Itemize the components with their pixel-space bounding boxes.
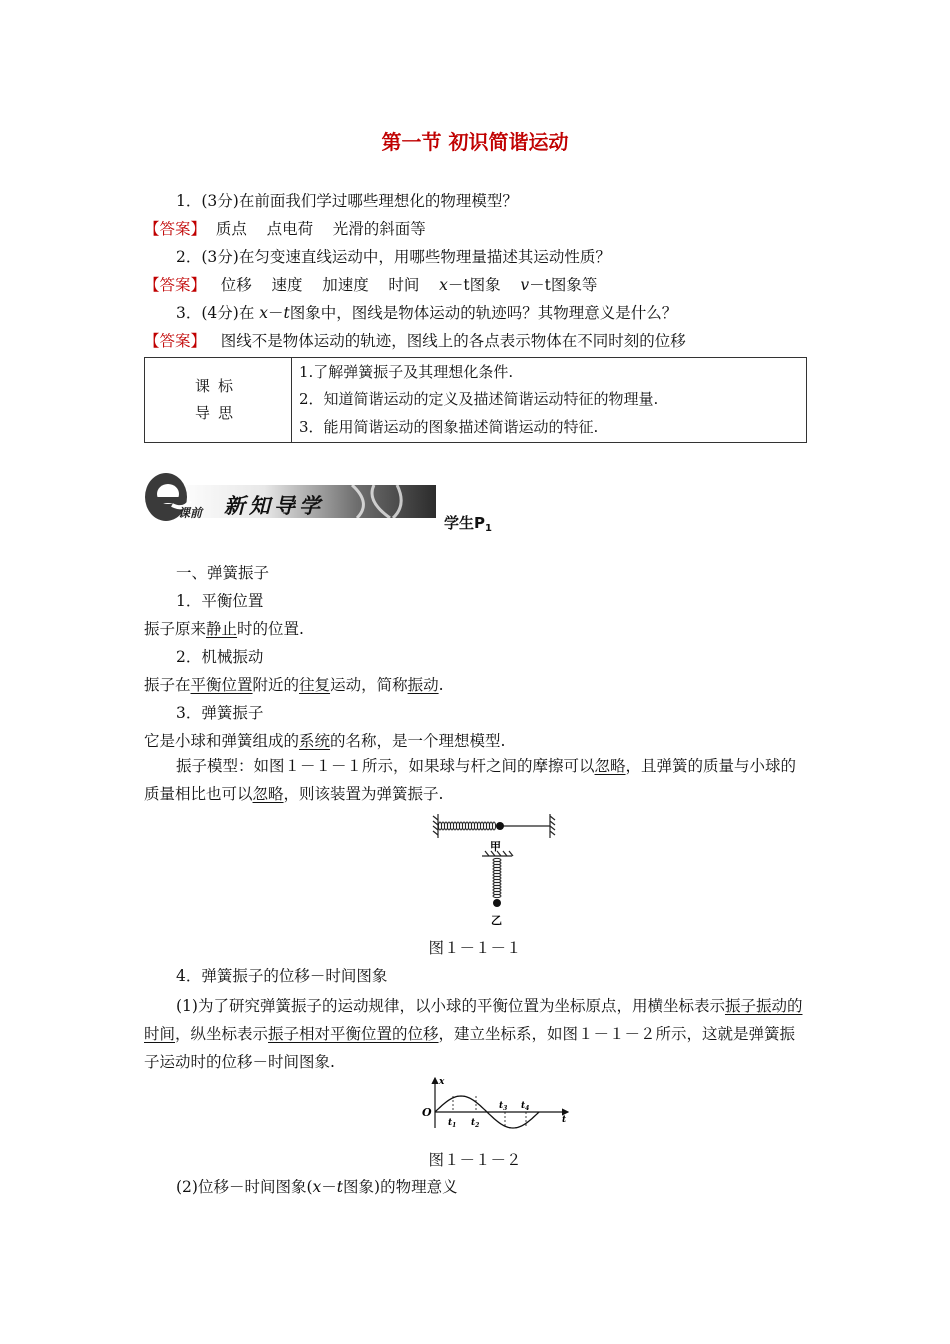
figure-caption: 图１－１－１	[428, 939, 522, 957]
t2-label: $t_2$	[471, 1118, 480, 1129]
paragraph: 振子模型：如图１－１－１所示，如果球与杆之间的摩擦可以忽略，且弹簧的质量与小球的质量相比也可以忽略，则该装置为弹簧振子.	[144, 757, 797, 803]
label-b: 乙	[491, 914, 502, 927]
answer-label: 【答案】	[144, 220, 207, 238]
paragraph: 振子原来静止时的位置.	[144, 620, 304, 638]
student-page-ref: 学生$P_1$	[444, 514, 492, 534]
t4-label: $t_4$	[521, 1101, 530, 1112]
goals-list	[292, 358, 807, 443]
t3-label: $t_3$	[499, 1101, 508, 1112]
answer-label: 【答案】	[144, 332, 207, 350]
question-1: 1．(3分)在前面我们学过哪些理想化的物理模型？	[176, 192, 518, 210]
subheading: 1．平衡位置	[176, 592, 264, 610]
answer-label: 【答案】	[144, 276, 207, 294]
displacement-time-graph	[418, 1074, 578, 1130]
answer-3: 【答案】 图线不是物体运动的轨迹，图线上的各点表示物体在不同时刻的位移	[144, 332, 686, 350]
answer-2: 【答案】 位移 速度 加速度 时间 x－t图象 v－t图象等	[144, 276, 598, 294]
section-banner	[142, 467, 442, 527]
paragraph: (1)为了研究弹簧振子的运动规律，以小球的平衡位置为坐标原点，用横坐标表示振子振动的时间，纵坐标表示振子相对平衡位置的位移，建立坐标系，如图１－１－２所示，这就是弹簧振子运动时的位移－时间图象.	[144, 997, 803, 1071]
paragraph: (2)位移－时间图象(x－t图象)的物理意义	[176, 1178, 458, 1196]
subheading: 3．弹簧振子	[176, 704, 264, 722]
banner-prefix: 课前	[178, 506, 203, 520]
spring-oscillator-figure	[430, 810, 560, 930]
goal-item: 1.了解弹簧振子及其理想化条件.	[299, 362, 514, 381]
figure-caption: 图１－１－２	[428, 1151, 522, 1169]
answer-1	[144, 217, 426, 239]
paragraph: 它是小球和弹簧组成的系统的名称，是一个理想模型.	[144, 732, 506, 750]
x-axis-label: t	[562, 1115, 567, 1125]
question-3: 3．(4分)在 x－t图象中，图线是物体运动的轨迹吗？其物理意义是什么？	[176, 304, 678, 322]
question-2: 2．(3分)在匀变速直线运动中，用哪些物理量描述其运动性质？	[176, 248, 611, 266]
goals-label: 课标 导思	[145, 358, 292, 443]
subheading: 2．机械振动	[176, 648, 264, 666]
y-axis-label: x	[439, 1077, 445, 1087]
page-title: 第一节 初识简谐运动	[381, 130, 569, 154]
t1-label: $t_1$	[448, 1118, 457, 1129]
paragraph: 振子在平衡位置附近的往复运动，简称振动.	[144, 676, 444, 694]
ball-b	[493, 899, 501, 907]
learning-goals-table	[144, 357, 807, 443]
origin-label: O	[422, 1106, 432, 1119]
subheading: 4．弹簧振子的位移－时间图象	[176, 967, 388, 985]
answer-text: 质点 点电荷 光滑的斜面等	[215, 220, 426, 238]
ball-a	[496, 822, 504, 830]
goal-item: 2．知道简谐运动的定义及描述简谐运动特征的物理量.	[299, 390, 659, 409]
banner-title: 新知导学	[224, 494, 324, 518]
label-a: 甲	[490, 840, 501, 853]
goal-item: 3．能用简谐运动的图象描述简谐运动的特征.	[299, 417, 599, 436]
section-heading: 一、弹簧振子	[176, 564, 270, 582]
